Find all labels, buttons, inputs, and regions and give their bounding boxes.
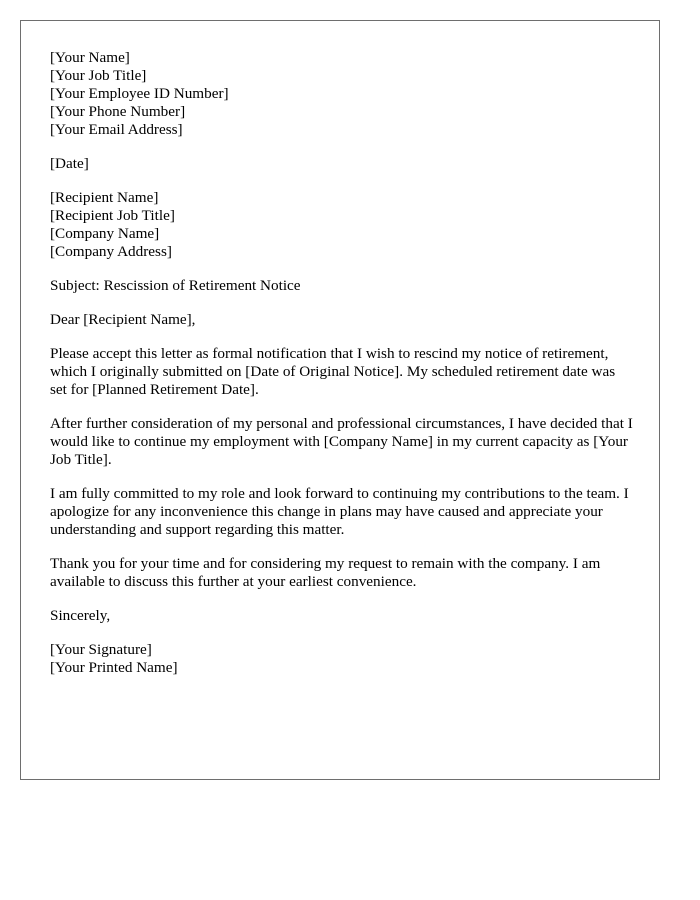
date-block [50,155,635,173]
body-paragraph-1: Please accept this letter as formal notification that I wish to rescind my notice of retirement, which I originally submitted on [Date of Original Notice]. My scheduled retirement date was set for [Planned Retirement Date]. [50,345,616,398]
sender-employee-id: [Your Employee ID Number] [50,85,229,102]
closing-block [50,607,635,625]
printed-name-line: [Your Printed Name] [50,659,178,676]
salutation-block [50,311,635,329]
letter-salutation: Dear [Recipient Name], [50,311,196,328]
recipient-name: [Recipient Name] [50,189,159,206]
sender-phone: [Your Phone Number] [50,103,186,120]
letter-body [50,49,635,693]
sender-block [50,49,635,139]
recipient-job-title: [Recipient Job Title] [50,207,175,224]
subject-block [50,277,635,295]
letter-closing: Sincerely, [50,607,111,624]
body-paragraph-3: I am fully committed to my role and look forward to continuing my contributions to the team. I apologize for any inconvenience this change in plans may have caused and appreciate your understanding and support regarding this matter. [50,485,629,538]
letter-page [20,20,660,780]
letter-date: [Date] [50,155,89,172]
sender-email: [Your Email Address] [50,121,183,138]
recipient-company: [Company Name] [50,225,160,242]
recipient-block [50,189,635,261]
sender-job-title: [Your Job Title] [50,67,147,84]
sender-name: [Your Name] [50,49,130,66]
letter-subject: Subject: Rescission of Retirement Notice [50,277,301,294]
body-paragraph-2: After further consideration of my personal and professional circumstances, I have decided that I would like to continue my employment with [Company Name] in my current capacity as [Your Job Title]. [50,415,633,468]
recipient-address: [Company Address] [50,243,172,260]
body-paragraph-4: Thank you for your time and for considering my request to remain with the company. I am available to discuss this further at your earliest convenience. [50,555,601,590]
signature-block [50,641,635,677]
signature-line: [Your Signature] [50,641,152,658]
